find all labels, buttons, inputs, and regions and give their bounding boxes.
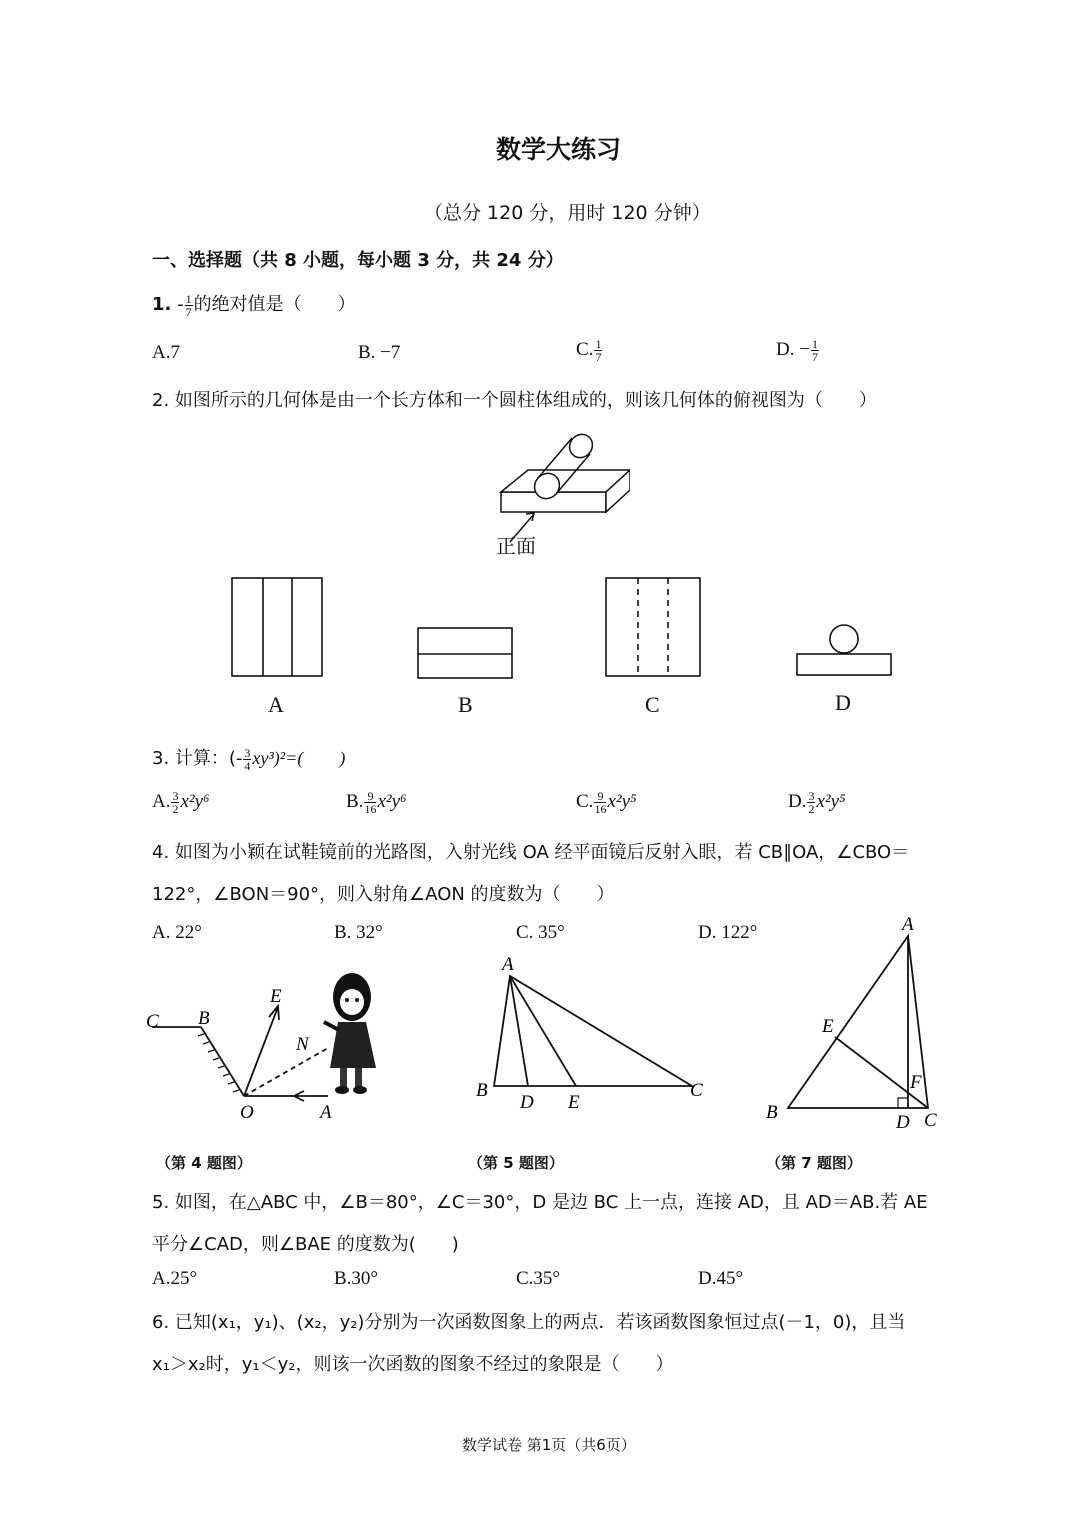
q1-option-a: A.7 <box>152 342 180 363</box>
girl-illustration <box>324 973 376 1094</box>
view-d <box>797 654 891 675</box>
figure-5-caption: （第 5 题图） <box>468 1154 564 1172</box>
q4-option-d: D. 122° <box>698 922 758 943</box>
front-label: 正面 <box>496 534 536 558</box>
point-n: N <box>296 1034 309 1055</box>
q1-option-b: B. −7 <box>358 342 401 363</box>
page-title: 数学大练习 <box>496 135 622 164</box>
question-6-line1: 6. 已知(x₁，y₁)、(x₂，y₂)分别为一次函数图象上的两点．若该函数图象恒过点(－1，0)，且当 <box>152 1312 906 1333</box>
q1-fraction: $\frac{1}{7}$ <box>185 291 192 319</box>
question-4-line1: 4. 如图为小颖在试鞋镜前的光路图，入射光线 OA 经平面镜后反射入眼，若 CB∥OA，∠CBO＝ <box>152 842 910 863</box>
point-a: A <box>902 914 914 935</box>
q3-option-a: A. $\frac{3}{2}$ x²y⁶ <box>152 789 210 816</box>
figure-7-caption: （第 7 题图） <box>766 1154 862 1172</box>
label-c: C <box>645 692 660 717</box>
point-c: C <box>924 1110 937 1131</box>
point-c: C <box>146 1011 159 1032</box>
q5-option-c: C.35° <box>516 1268 561 1289</box>
question-6-line2: x₁＞x₂时，y₁＜y₂，则该一次函数的图象不经过的象限是（ ） <box>152 1354 674 1375</box>
point-o: O <box>240 1102 254 1123</box>
point-e: E <box>568 1092 580 1113</box>
point-c: C <box>690 1080 703 1101</box>
figure-4-caption: （第 4 题图） <box>156 1154 252 1172</box>
view-a <box>232 578 322 676</box>
q5-option-d: D.45° <box>698 1268 744 1289</box>
page-footer: 数学试卷 第1页（共6页） <box>462 1436 636 1454</box>
point-a: A <box>320 1102 332 1123</box>
question-2: 2. 如图所示的几何体是由一个长方体和一个圆柱体组成的，则该几何体的俯视图为（ ） <box>152 390 877 411</box>
figure-7 <box>760 910 980 1140</box>
point-b: B <box>766 1102 778 1123</box>
point-a: A <box>502 954 514 975</box>
q4-option-c: C. 35° <box>516 922 565 943</box>
q1-stem: 的绝对值是（ ） <box>193 294 356 315</box>
label-b: B <box>458 692 473 717</box>
question-3: 3. 计算：(- $\frac{3}{4}$ xy³)²=( ) <box>152 745 346 773</box>
question-1 <box>152 290 356 318</box>
question-5-line1: 5. 如图，在△ABC 中，∠B＝80°，∠C＝30°，D 是边 BC 上一点，连接 AD，且 AD＝AB.若 AE <box>152 1192 928 1213</box>
label-a: A <box>268 692 284 717</box>
q1-option-c: C. $\frac{1}{7}$ <box>576 337 602 364</box>
figure-5 <box>470 950 720 1120</box>
question-4-line2: 122°，∠BON＝90°，则入射角∠AON 的度数为（ ） <box>152 884 615 905</box>
figure-4 <box>140 960 400 1130</box>
q1-sign: - <box>177 294 184 315</box>
q2-options-views <box>220 570 920 690</box>
q3-option-d: D. $\frac{3}{2}$ x²y⁵ <box>788 789 846 816</box>
q5-option-a: A.25° <box>152 1268 198 1289</box>
question-5-line2: 平分∠CAD，则∠BAE 的度数为( ) <box>152 1234 459 1255</box>
q1-option-d: D. − $\frac{1}{7}$ <box>776 337 818 364</box>
q5-option-b: B.30° <box>334 1268 379 1289</box>
section-heading: 一、选择题（共 8 小题，每小题 3 分，共 24 分） <box>152 250 564 271</box>
point-b: B <box>198 1008 210 1029</box>
q4-option-b: B. 32° <box>334 922 383 943</box>
point-e: E <box>270 986 282 1007</box>
q3-option-b: B. $\frac{9}{16}$ x²y⁶ <box>346 789 407 816</box>
q3-option-c: C. $\frac{9}{16}$ x²y⁵ <box>576 789 637 816</box>
point-f: F <box>910 1072 922 1093</box>
view-b <box>418 628 512 678</box>
q4-option-a: A. 22° <box>152 922 202 943</box>
point-e: E <box>822 1016 834 1037</box>
view-c <box>606 578 700 676</box>
q1-number: 1. <box>152 294 172 315</box>
page-subtitle: （总分 120 分，用时 120 分钟） <box>424 202 711 224</box>
point-d: D <box>896 1112 910 1133</box>
point-d: D <box>520 1092 534 1113</box>
label-d: D <box>835 690 851 715</box>
point-b: B <box>476 1080 488 1101</box>
